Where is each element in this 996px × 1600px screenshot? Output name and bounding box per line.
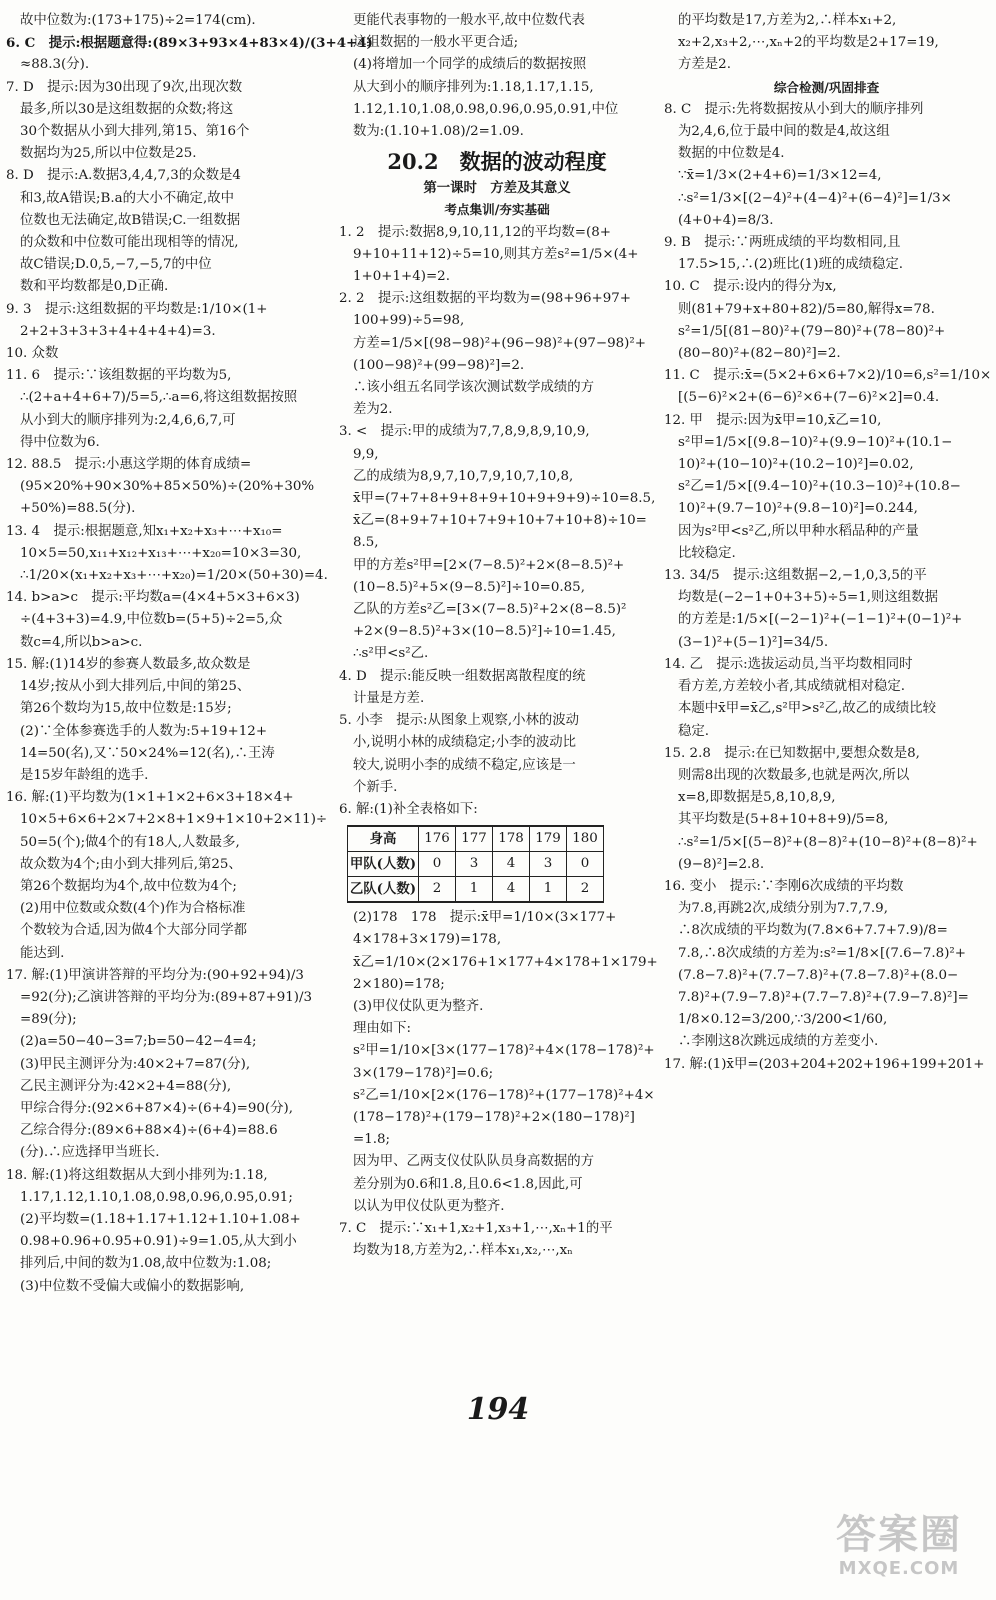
text-line: 则(81+79+x+80+82)/5=80,解得x=78. — [678, 301, 935, 317]
text-line: 较大,说明小李的成绩不稳定,应该是一 — [353, 757, 576, 773]
text-line: 6. 解:(1)补全表格如下: — [339, 801, 478, 817]
table-header-cell: 177 — [456, 826, 493, 852]
answer-block — [664, 99, 992, 1076]
text-line: 数c=4,所以b>a>c. — [20, 634, 143, 650]
table-cell: 0 — [419, 852, 456, 877]
text-line: 14. 乙 提示:选拔运动员,当平均数相同时 — [664, 656, 913, 672]
text-line: (3)甲民主测评分为:40×2+7=87(分), — [20, 1056, 251, 1072]
text-line: 的众数和中位数可能出现相等的情况, — [20, 235, 239, 251]
text-line: 乙民主测评分为:42×2+4=88(分), — [20, 1078, 232, 1094]
text-line: 稳定. — [678, 723, 710, 739]
text-line: s²=1/5[(81−80)²+(79−80)²+(78−80)²+ — [678, 323, 946, 339]
text-line: 能达到. — [20, 945, 65, 961]
height-table — [347, 825, 604, 903]
text-line: 均数是(−2−1+0+3+5)÷5=1,则这组数据 — [678, 590, 939, 606]
text-line: ∴(2+a+4+6+7)/5=5,∴a=6,将这组数据按照 — [20, 390, 298, 406]
text-line: 故C错误;D.0,5,−7,−5,7的中位 — [20, 257, 212, 273]
text-line: +2×(9−8.5)²+3×(10−8.5)²]÷10=1.45, — [353, 624, 616, 640]
text-line: ∴李刚这8次跳远成绩的方差变小. — [678, 1034, 879, 1050]
text-line: 的方差是:1/5×[(−2−1)²+(−1−1)²+(0−1)²+ — [678, 612, 963, 628]
text-line: ∴8次成绩的平均数为(7.8×6+7.7+7.9)/8= — [678, 923, 948, 939]
text-line: (2)178 178 提示:x̄甲=1/10×(3×177+ — [353, 910, 617, 926]
answer-block — [339, 222, 655, 821]
text-line: 17. 解:(1)x̄甲=(203+204+202+196+199+201+ — [664, 1056, 985, 1072]
text-line: 则需8出现的次数最多,也就是两次,所以 — [678, 767, 910, 783]
table-row-label: 乙队(人数) — [348, 877, 419, 903]
table-cell: 0 — [567, 852, 604, 877]
text-line: 8. C 提示:先将数据按从小到大的顺序排列 — [664, 101, 924, 117]
text-line: (10−8.5)²+5×(9−8.5)²]÷10=0.85, — [353, 579, 585, 595]
text-line: 16. 变小 提示:∵李刚6次成绩的平均数 — [664, 878, 904, 894]
text-line: 差为2. — [353, 402, 393, 418]
text-line: 7. D 提示:因为30出现了9次,出现次数 — [6, 79, 243, 95]
text-line: 2+2+3+3+3+4+4+4+4)=3. — [20, 323, 216, 339]
text-line: 10. 众数 — [6, 346, 59, 362]
text-line: (2)∵全体参赛选手的人数为:5+19+12+ — [20, 723, 268, 739]
text-line: 100+99)÷5=98, — [353, 313, 465, 329]
text-line: 15. 2.8 提示:在已知数据中,要想众数是8, — [664, 745, 920, 761]
text-line: 12. 88.5 提示:小惠这学期的体育成绩= — [6, 457, 252, 473]
text-line: (3−1)²+(5−1)²]=34/5. — [678, 634, 829, 650]
watermark-url: MXQE.COM — [838, 1558, 960, 1579]
text-line: 11. 6 提示:∵该组数据的平均数为5, — [6, 368, 232, 384]
text-line: (2)用中位数或众数(4个)作为合格标准 — [20, 901, 246, 917]
text-line: 更能代表事物的一般水平,故中位数代表 — [353, 13, 585, 28]
text-line: (178−178)²+(179−178)²+2×(180−178)²] — [353, 1109, 635, 1125]
text-line: 计量是方差. — [353, 690, 425, 706]
text-line: 17.5>15,∴(2)班比(1)班的成绩稳定. — [678, 257, 904, 273]
text-line: 6. C 提示:根据题意得:(89×3+93×4+83×4)/(3+4+4) — [6, 35, 373, 52]
answer-column-middle — [339, 10, 658, 1262]
text-line: =89(分); — [20, 1012, 77, 1028]
text-line: 小,说明小林的成绩稳定;小李的波动比 — [353, 735, 577, 751]
text-line: 3×(179−178)²]=0.6; — [353, 1065, 494, 1081]
text-line: 5. 小李 提示:从图象上观察,小林的波动 — [339, 713, 580, 729]
text-line: 甲综合得分:(92×6+87×4)÷(6+4)=90(分), — [20, 1100, 293, 1116]
table-row — [348, 877, 604, 903]
text-line: 9,9, — [353, 446, 379, 462]
text-line: 数为:(1.10+1.08)/2=1.09. — [353, 124, 524, 140]
text-line: 50=5(个);做4个的有18人,人数最多, — [20, 834, 240, 850]
text-line: 差分别为0.6和1.8,且0.6<1.8,因此,可 — [353, 1176, 583, 1192]
text-line: (2)平均数=(1.18+1.17+1.12+1.10+1.08+ — [20, 1211, 301, 1227]
text-line: (2)a=50−40−3=7;b=50−42−4=4; — [20, 1034, 257, 1050]
text-line: 方差=1/5×[(98−98)²+(96−98)²+(97−98)²+ — [353, 335, 646, 351]
text-line: 15. 解:(1)14岁的参赛人数最多,故众数是 — [6, 656, 251, 672]
text-line: ∴s²=1/5×[(5−8)²+(8−8)²+(10−8)²+(8−8)²+ — [678, 834, 978, 850]
text-line: 最多,所以30是这组数据的众数;将这 — [20, 101, 234, 117]
text-line: 1+0+1+4)=2. — [353, 269, 450, 285]
continued-answer-block — [339, 10, 655, 143]
text-line: 故众数为4个;由小到大排列后,第25、 — [20, 856, 242, 872]
text-line: 是15岁年龄组的选手. — [20, 767, 149, 783]
text-line: s²乙=1/5×[(9.4−10)²+(10.3−10)²+(10.8− — [678, 479, 961, 495]
text-line: 11. C 提示:x̄=(5×2+6×6+7×2)/10=6,s²=1/10× — [664, 368, 992, 384]
text-line: 乙队的方差s²乙=[3×(7−8.5)²+2×(8−8.5)² — [353, 602, 627, 618]
text-line: 理由如下: — [353, 1021, 412, 1037]
text-line: 2. 2 提示:这组数据的平均数为=(98+96+97+ — [339, 291, 631, 307]
table-cell: 4 — [493, 877, 530, 903]
text-line: 为2,4,6,位于最中间的数是4,故这组 — [678, 124, 890, 140]
text-line: 14=50(名),又∵50×24%=12(名),∴王涛 — [20, 745, 275, 761]
text-line: 10)²+(9.7−10)²+(9.8−10)²]=0.244, — [678, 501, 918, 517]
text-line: 2×180)=178; — [353, 976, 445, 992]
text-line: 7. C 提示:∵x₁+1,x₂+1,x₃+1,⋯,xₙ+1的平 — [339, 1220, 613, 1236]
watermark-logo — [808, 1512, 990, 1592]
text-line: 甲的方差s²甲=[2×(7−8.5)²+2×(8−8.5)²+ — [353, 557, 625, 573]
text-line: 14岁;按从小到大排列后,中间的第25、 — [20, 679, 251, 695]
text-line: 看方差,方差较小者,其成绩就相对稳定. — [678, 679, 906, 695]
table-header-cell: 178 — [493, 826, 530, 852]
text-line: (3)中位数不受偏大或偏小的数据影响, — [20, 1278, 245, 1294]
text-line: (95×20%+90×30%+85×50%)÷(20%+30% — [20, 479, 315, 495]
text-line: 以认为甲仪仗队更为整齐. — [353, 1198, 505, 1214]
text-line: 数据均为25,所以中位数是25. — [20, 146, 197, 162]
text-line: 均数为18,方差为2,∴样本x₁,x₂,⋯,xₙ — [353, 1243, 573, 1259]
text-line: 这组数据的一般水平更合适; — [353, 35, 519, 51]
lesson-subtitle: 考点集训/夯实基础 — [444, 202, 550, 218]
text-line: 30个数据从小到大排列,第15、第16个 — [20, 124, 250, 140]
text-line: (80−80)²+(82−80)²]=2. — [678, 346, 841, 362]
answer-block — [339, 907, 658, 1262]
text-line: 10)²+(10−10)²+(10.2−10)²]=0.02, — [678, 457, 914, 473]
text-line: +50%)=88.5(分). — [20, 501, 136, 517]
text-line: 个数较为合适,因为做4个大部分同学都 — [20, 923, 248, 939]
text-line: 和3,故A错误;B.a的大小不确定,故中 — [20, 190, 234, 206]
text-line: ∴s²=1/3×[(2−4)²+(4−4)²+(6−4)²]=1/3× — [678, 190, 952, 206]
text-line: s²甲=1/5×[(9.8−10)²+(9.9−10)²+(10.1− — [678, 434, 953, 450]
text-line: 数和平均数都是0,D正确. — [20, 279, 169, 295]
answer-column-right — [664, 10, 992, 1076]
text-line: (100−98)²+(99−98)²]=2. — [353, 357, 525, 373]
text-line: =1.8; — [353, 1132, 391, 1148]
text-line: 为7.8,再跳2次,成绩分别为7.7,7.9, — [678, 901, 888, 917]
text-line: ∴该小组五名同学该次测试数学成绩的方 — [353, 380, 595, 396]
sub-heading: 综合检测/巩固排查 — [773, 79, 880, 95]
text-line: (4+0+4)=8/3. — [678, 212, 774, 228]
text-line: 位数也无法确定,故B错误;C.一组数据 — [20, 212, 241, 228]
text-line: 得中位数为6. — [20, 434, 100, 450]
text-line: 7.8)²+(7.9−7.8)²+(7.7−7.8)²+(7.9−7.8)²]= — [678, 989, 969, 1005]
text-line: 3. < 提示:甲的成绩为7,7,8,9,8,9,10,9, — [339, 424, 590, 440]
table-row-label: 甲队(人数) — [348, 852, 419, 877]
text-line: 9+10+11+12)÷5=10,则其方差s²=1/5×(4+ — [353, 246, 639, 262]
text-line: 0.98+0.96+0.95+0.91)÷9=1.05,从大到小 — [20, 1234, 297, 1250]
text-line: 8. D 提示:A.数据3,4,4,7,3的众数是4 — [6, 168, 241, 184]
table-header-cell: 179 — [530, 826, 567, 852]
text-line: 比较稳定. — [678, 545, 736, 561]
text-line: =92(分);乙演讲答辩的平均分为:(89+87+91)/3 — [20, 989, 313, 1005]
table-header-cell: 180 — [567, 826, 604, 852]
text-line: s²甲=1/10×[3×(177−178)²+4×(178−178)²+ — [353, 1043, 655, 1059]
text-line: ÷(4+3+3)=4.9,中位数b=(5+5)÷2=5,众 — [20, 612, 283, 628]
table-header-row — [348, 826, 604, 852]
text-line: 1. 2 提示:数据8,9,10,11,12的平均数=(8+ — [339, 224, 611, 240]
text-line: 因为甲、乙两支仪仗队队员身高数据的方 — [353, 1154, 595, 1170]
text-line: 因为s²甲<s²乙,所以甲种水稻品种的产量 — [678, 523, 919, 539]
text-line: (7.8−7.8)²+(7.7−7.8)²+(7.8−7.8)²+(8.0− — [678, 967, 959, 983]
text-line: 其平均数是(5+8+10+8+9)/5=8, — [678, 812, 889, 828]
text-line: (3)甲仪仗队更为整齐. — [353, 998, 484, 1014]
text-line: 9. B 提示:∵两班成绩的平均数相同,且 — [664, 235, 901, 251]
text-line: 1.17,1.12,1.10,1.08,0.98,0.96,0.95,0.91; — [20, 1189, 293, 1205]
text-line: 的平均数是17,方差为2,∴样本x₁+2, — [678, 13, 897, 28]
text-line: 1.12,1.10,1.08,0.98,0.96,0.95,0.91,中位 — [353, 101, 619, 117]
text-line: ∴s²甲<s²乙. — [353, 646, 429, 662]
text-line: ∵x̄=1/3×(2+4+6)=1/3×12=4, — [678, 168, 882, 184]
text-line: x₂+2,x₃+2,⋯,xₙ+2的平均数是2+17=19, — [678, 35, 939, 51]
table-cell: 1 — [530, 877, 567, 903]
section-title: 20.2 数据的波动程度 — [387, 149, 607, 175]
table-header-cell: 身高 — [348, 826, 419, 852]
table-cell: 4 — [493, 852, 530, 877]
text-line: 10. C 提示:设内的得分为x, — [664, 279, 837, 295]
text-line: 故中位数为:(173+175)÷2=174(cm). — [20, 13, 256, 28]
text-line: x̄乙=(8+9+7+10+7+9+10+7+10+8)÷10= — [353, 513, 647, 529]
continued-answer-block — [664, 10, 989, 77]
table-cell: 1 — [456, 877, 493, 903]
text-line: 从小到大的顺序排列为:2,4,6,6,7,可 — [20, 412, 236, 428]
text-line: 本题中x̄甲=x̄乙,s²甲>s²乙,故乙的成绩比较 — [678, 701, 937, 717]
text-line: 9. 3 提示:这组数据的平均数是:1/10×(1+ — [6, 301, 268, 317]
table-row — [348, 852, 604, 877]
text-line: 排列后,中间的数为1.08,故中位数为:1.08; — [20, 1256, 272, 1272]
text-line: 8.5, — [353, 535, 379, 551]
text-line: 个新手. — [353, 779, 398, 795]
text-line: 乙的成绩为8,9,7,10,7,9,10,7,10,8, — [353, 468, 574, 484]
text-line: 数据的中位数是4. — [678, 146, 785, 162]
text-line: x̄乙=1/10×(2×176+1×177+4×178+1×179+ — [353, 954, 658, 970]
table-cell: 2 — [419, 877, 456, 903]
text-line: 10×5=50,x₁₁+x₁₂+x₁₃+⋯+x₂₀=10×3=30, — [20, 545, 302, 561]
lesson-title: 第一课时 方差及其意义 — [423, 180, 571, 197]
text-line: x̄甲=(7+7+8+9+8+9+10+9+9+9)÷10=8.5, — [353, 491, 656, 507]
table-cell: 2 — [567, 877, 604, 903]
text-line: 14. b>a>c 提示:平均数a=(4×4+5×3+6×3) — [6, 590, 300, 606]
table-cell: 3 — [530, 852, 567, 877]
text-line: (9−8)²]=2.8. — [678, 856, 765, 872]
text-line: s²乙=1/10×[2×(176−178)²+(177−178)²+4× — [353, 1087, 655, 1103]
text-line: 4×178+3×179)=178, — [353, 932, 502, 948]
table-cell: 3 — [456, 852, 493, 877]
text-line: 13. 34/5 提示:这组数据−2,−1,0,3,5的平 — [664, 568, 927, 584]
text-line: 17. 解:(1)甲演讲答辩的平均分为:(90+92+94)/3 — [6, 967, 304, 983]
text-line: ≈88.3(分). — [20, 57, 90, 73]
text-line: 13. 4 提示:根据题意,知x₁+x₂+x₃+⋯+x₁₀= — [6, 523, 283, 539]
text-line: 从大到小的顺序排列为:1.18,1.17,1.15, — [353, 79, 594, 95]
text-line: (4)将增加一个同学的成绩后的数据按照 — [353, 57, 587, 73]
text-line: [(5−6)²×2+(6−6)²×6+(7−6)²×2]=0.4. — [678, 390, 940, 406]
text-line: 1/8×0.12=3/200,∵3/200<1/60, — [678, 1012, 888, 1028]
text-line: 乙综合得分:(89×6+88×4)÷(6+4)=88.6 — [20, 1123, 278, 1139]
text-line: 10×5+6×6+2×7+2×8+1×9+1×10+2×11)÷ — [20, 812, 328, 828]
text-line: 方差是2. — [678, 57, 731, 73]
text-line: 7.8,∴8次成绩的方差为:s²=1/8×[(7.6−7.8)²+ — [678, 945, 967, 961]
text-line: (分).∴应选择甲当班长. — [20, 1145, 160, 1161]
text-line: 12. 甲 提示:因为x̄甲=10,x̄乙=10, — [664, 412, 882, 428]
watermark-text: 答案圈 — [836, 1511, 962, 1558]
text-line: 第26个数均为15,故中位数是:15岁; — [20, 701, 232, 717]
text-line: ∴1/20×(x₁+x₂+x₃+⋯+x₂₀)=1/20×(50+30)=4. — [20, 568, 328, 584]
page-number: 194 — [466, 1392, 530, 1427]
table-header-cell: 176 — [419, 826, 456, 852]
text-line: 18. 解:(1)将这组数据从大到小排列为:1.18, — [6, 1167, 268, 1183]
text-line: x=8,即数据是5,8,10,8,9, — [678, 790, 836, 806]
text-line: 16. 解:(1)平均数为(1×1+1×2+6×3+18×4+ — [6, 790, 294, 806]
text-line: 4. D 提示:能反映一组数据离散程度的统 — [339, 668, 586, 684]
text-line: 第26个数据均为4个,故中位数为4个; — [20, 878, 237, 894]
